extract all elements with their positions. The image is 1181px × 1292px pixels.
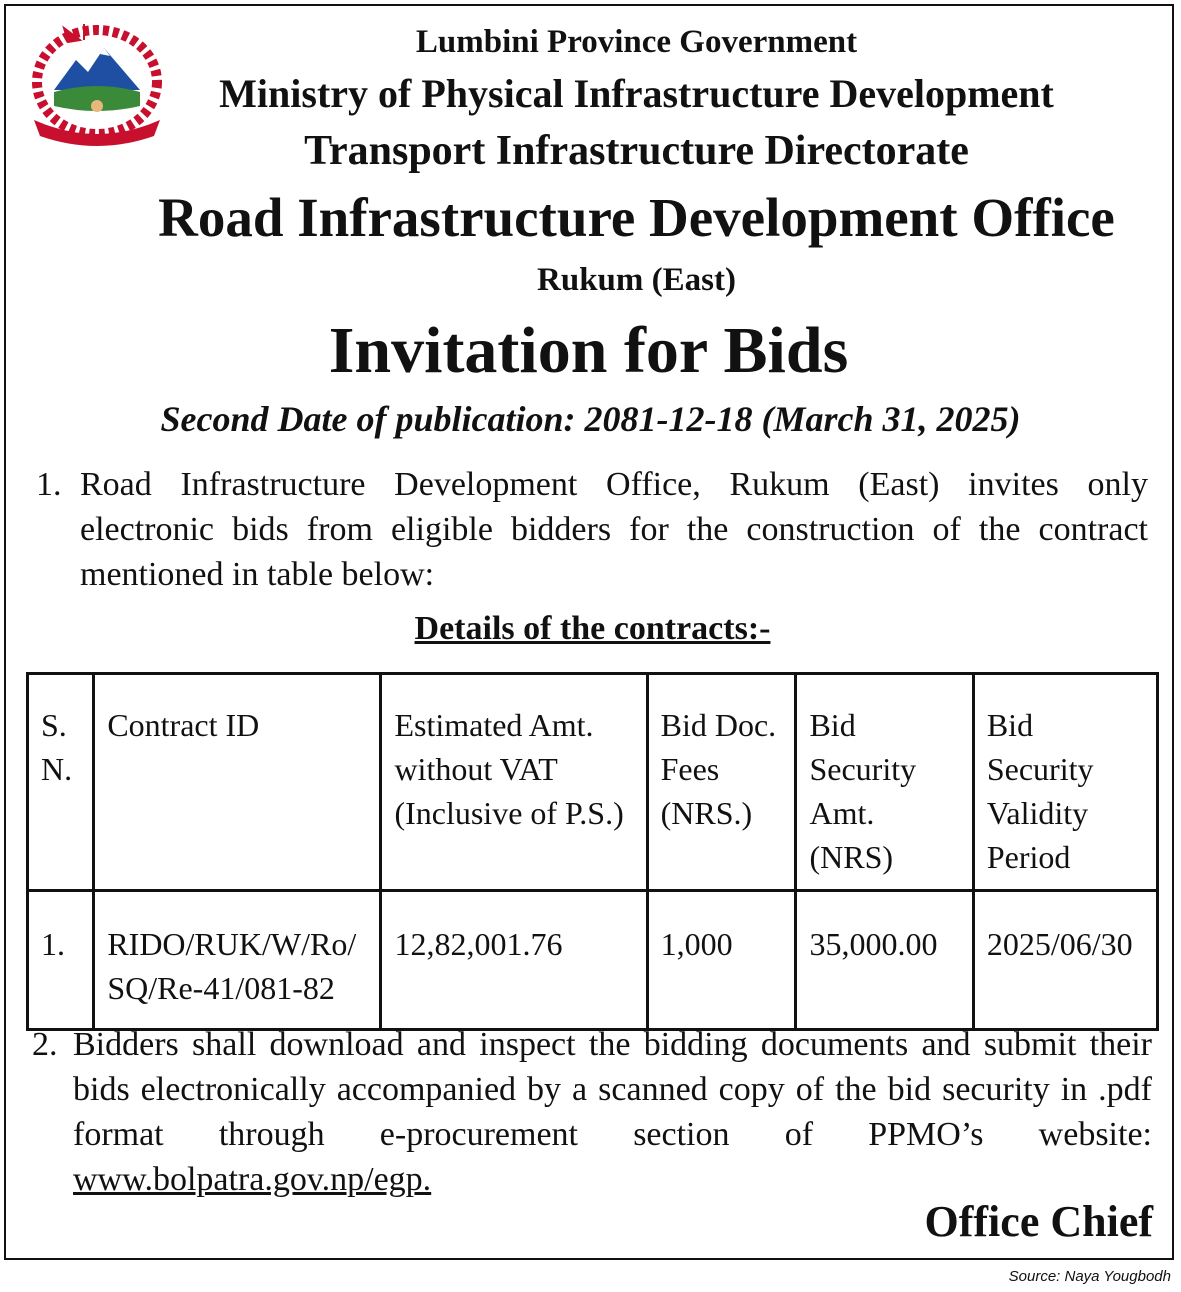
office-location: Rukum (East) (537, 262, 736, 298)
directorate-name: Transport Infrastructure Directorate (304, 128, 969, 174)
ministry-name: Ministry of Physical Infrastructure Development (219, 71, 1054, 116)
signature-office-chief: Office Chief (924, 1197, 1153, 1246)
cell-bid-doc-fees: 1,000 (647, 891, 796, 1030)
header-sn: S. N. (28, 674, 94, 891)
header-bid-doc-fees: Bid Doc. Fees (NRS.) (647, 674, 796, 891)
publication-date: Second Date of publication: 2081-12-18 (March 31, 2025) (160, 399, 1021, 439)
header-estimated-amount: Estimated Amt. without VAT (Inclusive of P.S.) (381, 674, 647, 891)
province-government: Lumbini Province Government (415, 24, 858, 60)
header-bid-security-validity: Bid Security Validity Period (973, 674, 1157, 891)
office-name: Road Infrastructure Development Office (158, 187, 1115, 248)
source-credit: Source: Naya Yougbodh (1008, 1268, 1171, 1285)
paragraph-2 (73, 1022, 1152, 1202)
cell-bid-security-amount: 35,000.00 (796, 891, 973, 1030)
header-contract-id: Contract ID (94, 674, 381, 891)
cell-sn: 1. (28, 891, 94, 1030)
bolpatra-link[interactable]: www.bolpatra.gov.np/egp. (73, 1161, 432, 1198)
cell-estimated-amount: 12,82,001.76 (381, 891, 647, 1030)
header-bid-security-amount: Bid Security Amt. (NRS) (796, 674, 973, 891)
details-heading: Details of the contracts:- (414, 610, 771, 647)
table-row (28, 891, 1158, 1030)
contracts-table (26, 672, 1159, 1031)
paragraph-2-text: Bidders shall download and inspect the bidding documents and submit their bids electronically accompanied by a scanned copy of the bid security in .pdf format through e-procurement section of PPMO’s website: (73, 1026, 1152, 1153)
table-header-row (28, 674, 1158, 891)
paragraph-2-number: 2. (32, 1026, 58, 1063)
paragraph-1: Road Infrastructure Development Office, Rukum (East) invites only electronic bids from eligible bidders for the construction of the contract mentioned in table below: (80, 466, 1148, 593)
cell-contract-id: RIDO/RUK/W/Ro/ SQ/Re-41/081-82 (94, 891, 381, 1030)
cell-bid-security-validity: 2025/06/30 (973, 891, 1157, 1030)
notice-title: Invitation for Bids (328, 314, 849, 387)
paragraph-1-number: 1. (36, 466, 62, 503)
